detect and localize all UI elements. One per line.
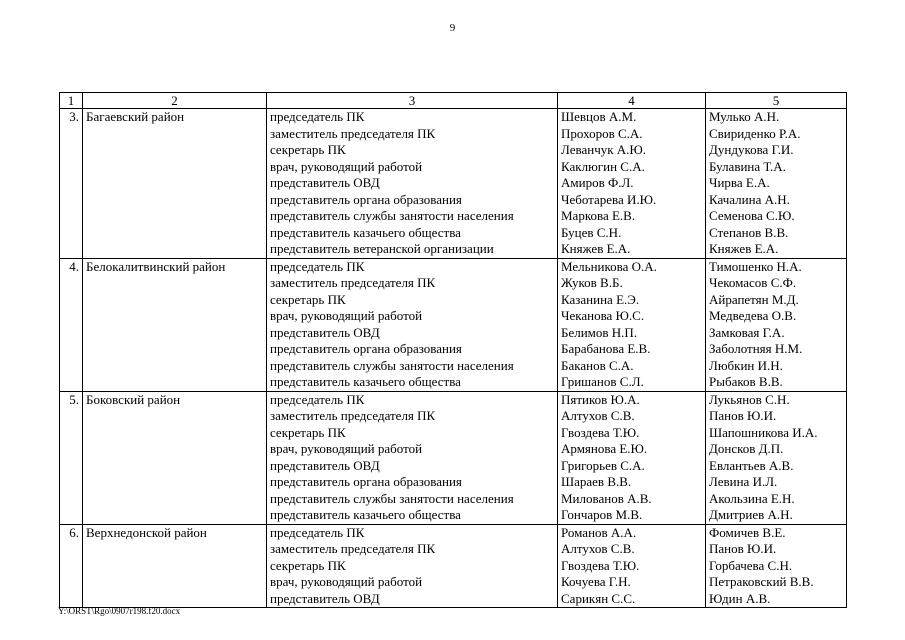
role-line: представитель органа образования	[270, 341, 462, 356]
member-name: Мельникова О.А.	[561, 258, 657, 274]
reserve-name: Горбачева С.Н.	[709, 557, 793, 573]
reserve-name: Рыбаков В.В.	[709, 374, 783, 389]
role-line: врач, руководящий работой	[270, 574, 423, 589]
district-name: Боковский район	[83, 391, 267, 524]
reserve-name: Замковая Г.А.	[709, 324, 785, 340]
member-name: Алтухов С.В.	[561, 408, 635, 423]
reserve-name: Акользина Е.Н.	[709, 490, 795, 506]
member-name: Буцев С.Н.	[561, 224, 622, 240]
member-name: Кочуева Г.Н.	[561, 574, 631, 589]
district-name: Белокалитвинский район	[83, 258, 267, 391]
role-line: заместитель председателя ПК	[270, 125, 436, 141]
table-row	[60, 109, 847, 259]
reserve-name: Заболотняя Н.М.	[709, 341, 803, 356]
role-line: секретарь ПК	[270, 291, 346, 307]
reserve-name: Степанов В.В.	[709, 224, 789, 240]
member-name: Амиров Ф.Л.	[561, 175, 634, 190]
reserve-name: Чекомасов С.Ф.	[709, 275, 797, 290]
district-name: Багаевский район	[83, 109, 267, 259]
member-name: Пятиков Ю.А.	[561, 391, 640, 407]
reserve-name: Дундукова Г.И.	[709, 142, 794, 157]
table-row	[60, 524, 847, 608]
member-cell	[558, 109, 706, 259]
role-line: представитель службы занятости населения	[270, 490, 514, 506]
member-name: Белимов Н.П.	[561, 324, 638, 340]
reserve-name: Мулько А.Н.	[709, 109, 780, 124]
row-number: 3.	[60, 109, 83, 259]
member-name: Чеботарева И.Ю.	[561, 191, 657, 207]
reserve-name: Любкин И.Н.	[709, 357, 783, 373]
member-name: Княжев Е.А.	[561, 241, 631, 256]
table-row	[60, 258, 847, 391]
reserve-name: Чирва Е.А.	[709, 175, 770, 190]
member-name: Маркова Е.В.	[561, 208, 636, 223]
reserve-cell	[706, 109, 847, 259]
row-number: 5.	[60, 391, 83, 524]
reserve-name: Левина И.Л.	[709, 474, 778, 489]
page-number: 9	[449, 22, 456, 34]
reserve-name: Юдин А.В.	[709, 590, 771, 606]
reserve-name: Петраковский В.В.	[709, 574, 814, 589]
header-cell-5: 5	[706, 93, 847, 109]
reserve-name: Фомичев В.Е.	[709, 524, 786, 540]
member-name: Гвоздева Т.Ю.	[561, 557, 640, 573]
reserve-cell	[706, 524, 847, 608]
member-name: Романов А.А.	[561, 524, 637, 540]
reserve-name: Айрапетян М.Д.	[709, 291, 799, 307]
role-line: председатель ПК	[270, 524, 365, 540]
role-cell	[267, 391, 558, 524]
role-cell	[267, 524, 558, 608]
role-line: врач, руководящий работой	[270, 308, 423, 323]
header-row	[60, 93, 847, 109]
reserve-name: Евлантьев А.В.	[709, 457, 794, 473]
member-name: Барабанова Е.В.	[561, 341, 651, 356]
role-line: секретарь ПК	[270, 424, 346, 440]
reserve-name: Панов Ю.И.	[709, 408, 777, 423]
header-cell-3: 3	[267, 93, 558, 109]
reserve-cell	[706, 258, 847, 391]
role-line: председатель ПК	[270, 391, 365, 407]
row-number: 4.	[60, 258, 83, 391]
member-name: Чеканова Ю.С.	[561, 308, 645, 323]
role-cell	[267, 109, 558, 259]
reserve-name: Донсков Д.П.	[709, 441, 784, 456]
reserve-cell	[706, 391, 847, 524]
role-line: представитель казачьего общества	[270, 507, 461, 522]
member-name: Гвоздева Т.Ю.	[561, 424, 640, 440]
role-line: представитель ветеранской организации	[270, 241, 494, 256]
reserve-name: Панов Ю.И.	[709, 541, 777, 556]
table-body	[60, 109, 847, 608]
member-name: Милованов А.В.	[561, 490, 652, 506]
member-name: Леванчук А.Ю.	[561, 142, 647, 157]
role-line: представитель органа образования	[270, 474, 462, 489]
role-line: представитель службы занятости населения	[270, 357, 514, 373]
role-line: врач, руководящий работой	[270, 441, 423, 456]
reserve-name: Шапошникова И.А.	[709, 424, 818, 440]
reserve-name: Булавина Т.А.	[709, 158, 786, 174]
header-cell-4: 4	[558, 93, 706, 109]
commission-table	[59, 92, 847, 608]
row-number: 6.	[60, 524, 83, 608]
reserve-name: Свириденко Р.А.	[709, 125, 801, 141]
reserve-name: Качалина А.Н.	[709, 191, 790, 207]
role-line: представитель ОВД	[270, 457, 380, 473]
district-name: Верхнедонской район	[83, 524, 267, 608]
role-line: врач, руководящий работой	[270, 158, 423, 174]
member-name: Гришанов С.Л.	[561, 374, 644, 389]
reserve-name: Семенова С.Ю.	[709, 208, 795, 223]
role-line: председатель ПК	[270, 109, 365, 124]
member-name: Прохоров С.А.	[561, 125, 643, 141]
role-line: председатель ПК	[270, 258, 365, 274]
reserve-name: Тимошенко Н.А.	[709, 258, 802, 274]
member-cell	[558, 258, 706, 391]
file-path-footer: Y:\ORST\Rgo\0907r198.f20.docx	[58, 606, 181, 616]
role-cell	[267, 258, 558, 391]
role-line: заместитель председателя ПК	[270, 275, 436, 290]
member-name: Гончаров М.В.	[561, 507, 643, 522]
role-line: заместитель председателя ПК	[270, 541, 436, 556]
reserve-name: Дмитриев А.Н.	[709, 507, 793, 522]
member-name: Каклюгин С.А.	[561, 158, 645, 174]
reserve-name: Медведева О.В.	[709, 308, 797, 323]
member-name: Сарикян С.С.	[561, 590, 636, 606]
member-name: Алтухов С.В.	[561, 541, 635, 556]
member-name: Казанина Е.Э.	[561, 291, 640, 307]
table-row	[60, 391, 847, 524]
role-line: представитель казачьего общества	[270, 374, 461, 389]
role-line: представитель службы занятости населения	[270, 208, 514, 223]
member-name: Армянова Е.Ю.	[561, 441, 648, 456]
header-cell-1: 1	[60, 93, 83, 109]
member-name: Шараев В.В.	[561, 474, 632, 489]
role-line: представитель ОВД	[270, 175, 380, 190]
header-cell-2: 2	[83, 93, 267, 109]
member-name: Баканов С.А.	[561, 357, 634, 373]
role-line: представитель казачьего общества	[270, 224, 461, 240]
member-cell	[558, 391, 706, 524]
member-name: Жуков В.Б.	[561, 275, 623, 290]
role-line: секретарь ПК	[270, 142, 346, 157]
role-line: секретарь ПК	[270, 557, 346, 573]
member-cell	[558, 524, 706, 608]
role-line: представитель органа образования	[270, 191, 462, 207]
role-line: представитель ОВД	[270, 590, 380, 606]
member-name: Григорьев С.А.	[561, 457, 645, 473]
reserve-name: Княжев Е.А.	[709, 241, 779, 256]
role-line: представитель ОВД	[270, 324, 380, 340]
role-line: заместитель председателя ПК	[270, 408, 436, 423]
member-name: Шевцов А.М.	[561, 109, 637, 124]
reserve-name: Лукьянов С.Н.	[709, 391, 790, 407]
